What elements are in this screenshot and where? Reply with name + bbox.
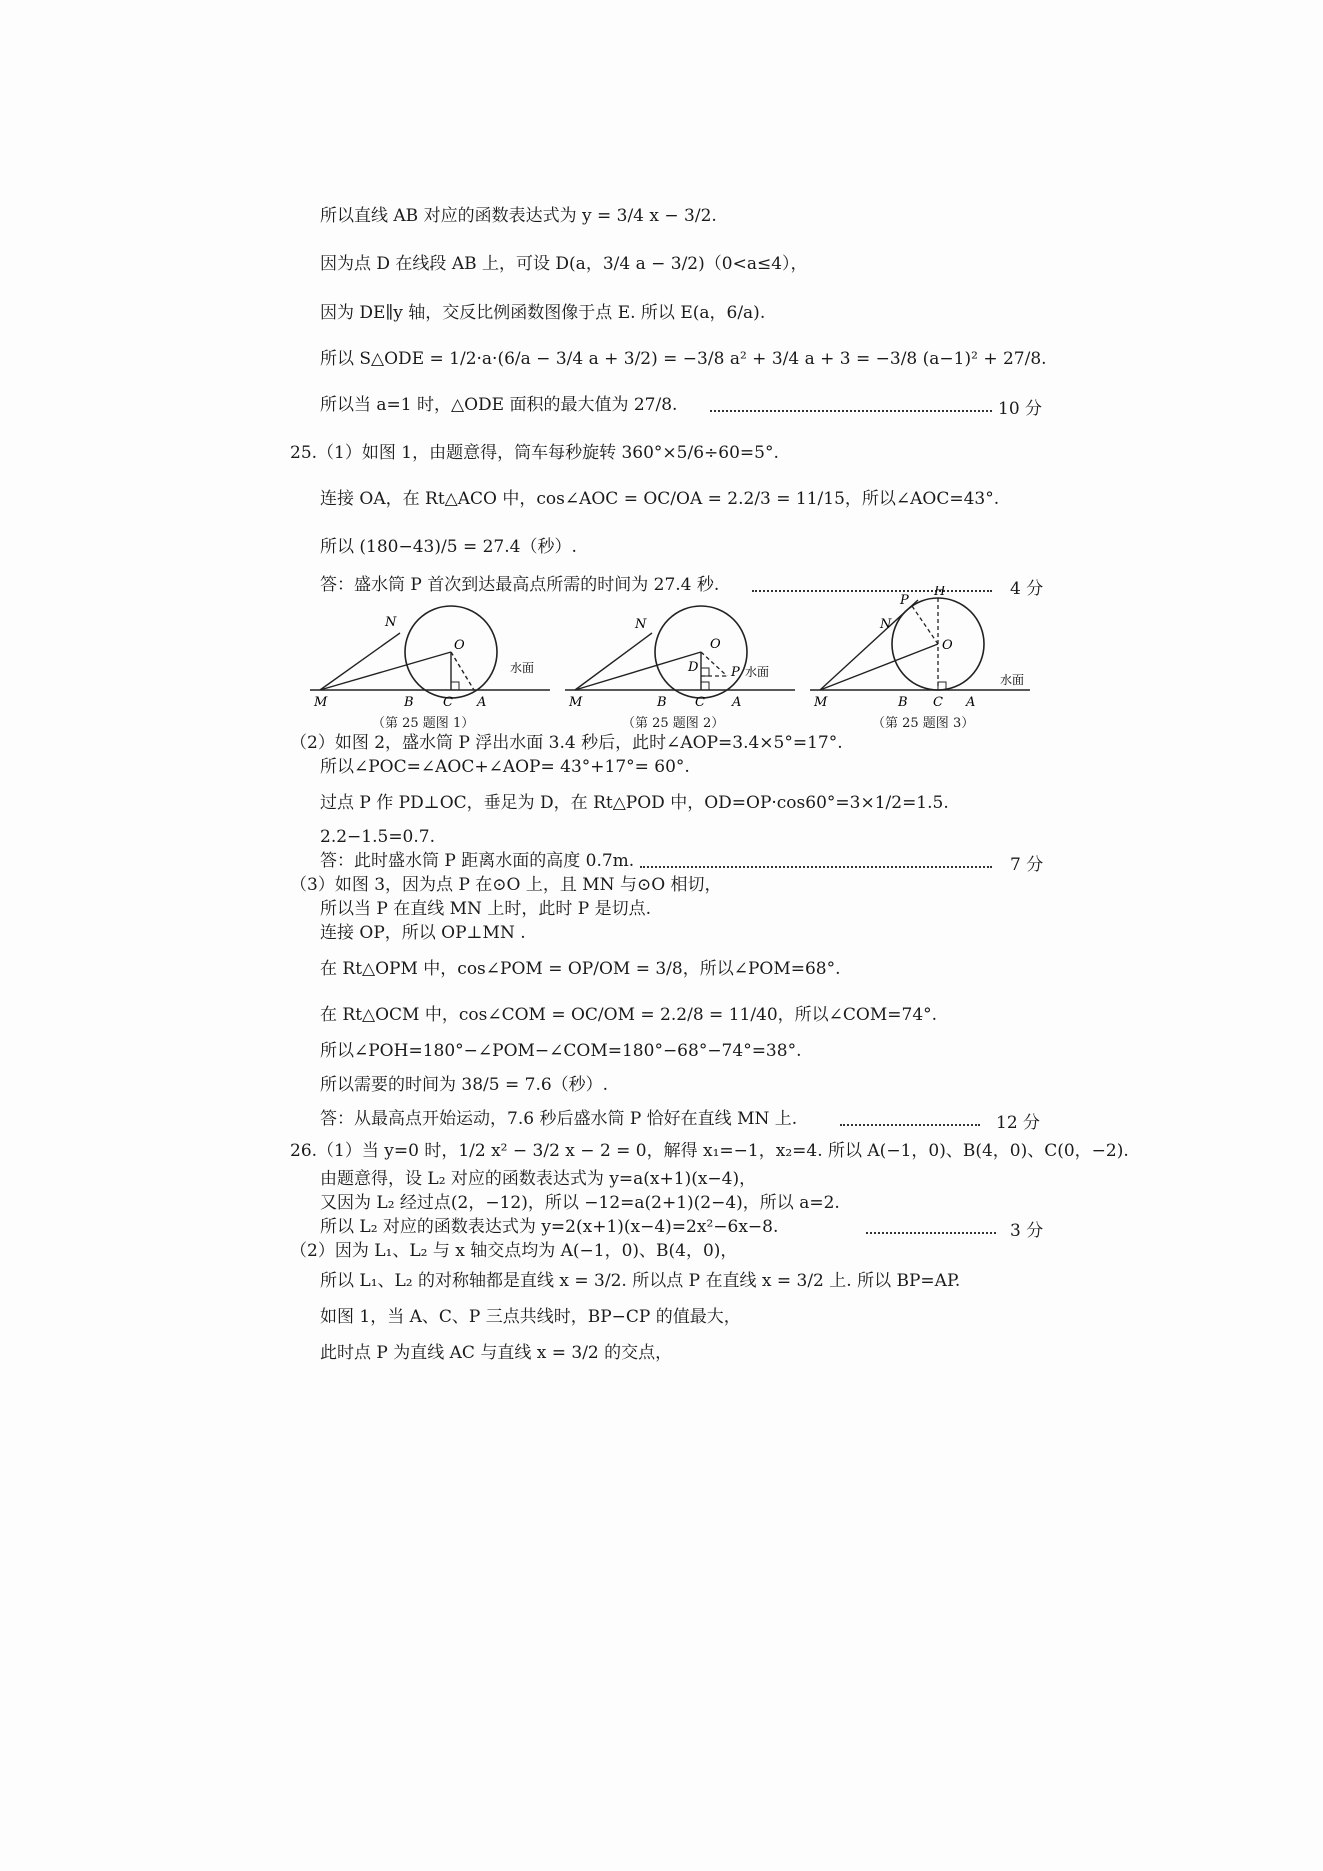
label-a: A — [966, 695, 976, 710]
label-o: O — [710, 637, 721, 652]
leader-dots — [840, 1124, 980, 1126]
label-water: 水面 — [1000, 673, 1025, 687]
figure-2 — [555, 596, 805, 716]
leader-dots — [866, 1232, 996, 1234]
text-line: 由题意得，设 L₂ 对应的函数表达式为 y=a(x+1)(x−4)， — [320, 1169, 757, 1189]
label-h: H — [934, 586, 946, 599]
text-line: 2.2−1.5=0.7. — [320, 827, 435, 847]
text-line: 所以 S△ODE = 1/2·a·(6/a − 3/4 a + 3/2) = −3/8 a² + 3/4 a + 3 = −3/8 (a−1)² + 27/8. — [320, 349, 1047, 369]
text-line: （2）如图 2，盛水筒 P 浮出水面 3.4 秒后，此时∠AOP=3.4×5°=17°. — [290, 733, 843, 753]
text-line: 在 Rt△OPM 中，cos∠POM = OP/OM = 3/8，所以∠POM=68°. — [320, 959, 841, 979]
text-line: 连接 OP，所以 OP⊥MN . — [320, 923, 526, 943]
figure-caption: （第 25 题图 3） — [872, 716, 975, 731]
score-label: 12 分 — [996, 1113, 1041, 1133]
text-line: 答：盛水筒 P 首次到达最高点所需的时间为 27.4 秒. — [320, 575, 720, 595]
score-label: 10 分 — [998, 399, 1043, 419]
label-n: N — [880, 617, 892, 632]
text-line: 所以 (180−43)/5 = 27.4（秒）. — [320, 537, 577, 557]
text-line: 此时点 P 为直线 AC 与直线 x = 3/2 的交点， — [320, 1343, 673, 1363]
figure-3 — [800, 586, 1040, 716]
text-line: （2）因为 L₁、L₂ 与 x 轴交点均为 A(−1，0)、B(4，0)， — [290, 1241, 738, 1261]
text-line: 因为点 D 在线段 AB 上，可设 D(a，3/4 a − 3/2)（0<a≤4）， — [320, 254, 808, 274]
text-line: 所以 L₂ 对应的函数表达式为 y=2(x+1)(x−4)=2x²−6x−8. — [320, 1217, 779, 1237]
text-line: 所以当 a=1 时，△ODE 面积的最大值为 27/8. — [320, 395, 678, 415]
text-line: 过点 P 作 PD⊥OC，垂足为 D，在 Rt△POD 中，OD=OP·cos60°=3×1/2=1.5. — [320, 793, 949, 813]
leader-dots — [640, 866, 992, 868]
text-line: 答：从最高点开始运动，7.6 秒后盛水筒 P 恰好在直线 MN 上. — [320, 1109, 798, 1129]
text-line: 25.（1）如图 1，由题意得，筒车每秒旋转 360°×5/6÷60=5°. — [290, 443, 779, 463]
label-n: N — [385, 615, 397, 630]
label-c: C — [443, 695, 453, 710]
text-line: 所以 L₁、L₂ 的对称轴都是直线 x = 3/2. 所以点 P 在直线 x = 3/2 上. 所以 BP=AP. — [320, 1271, 961, 1291]
score-label: 4 分 — [1010, 579, 1044, 599]
label-c: C — [695, 695, 705, 710]
label-b: B — [898, 695, 908, 710]
text-line: 如图 1，当 A、C、P 三点共线时，BP−CP 的值最大， — [320, 1307, 741, 1327]
score-label: 3 分 — [1010, 1221, 1044, 1241]
text-line: 所以∠POH=180°−∠POM−∠COM=180°−68°−74°=38°. — [320, 1041, 802, 1061]
label-c: C — [933, 695, 943, 710]
label-a: A — [477, 695, 487, 710]
leader-dots — [710, 410, 992, 412]
label-b: B — [404, 695, 414, 710]
label-water: 水面 — [510, 661, 535, 675]
label-d: D — [688, 660, 699, 675]
text-line: 所以∠POC=∠AOC+∠AOP= 43°+17°= 60°. — [320, 757, 690, 777]
text-line: 在 Rt△OCM 中，cos∠COM = OC/OM = 2.2/8 = 11/40，所以∠COM=74°. — [320, 1005, 938, 1025]
text-line: 26.（1）当 y=0 时，1/2 x² − 3/2 x − 2 = 0，解得 x₁=−1，x₂=4. 所以 A(−1，0)、B(4，0)、C(0，−2). — [290, 1141, 1129, 1161]
text-line: 所以需要的时间为 38/5 = 7.6（秒）. — [320, 1075, 609, 1095]
figure-caption: （第 25 题图 1） — [372, 716, 475, 731]
text-line: 所以直线 AB 对应的函数表达式为 y = 3/4 x − 3/2. — [320, 206, 717, 226]
text-line: 又因为 L₂ 经过点(2，−12)，所以 −12=a(2+1)(2−4)，所以 a=2. — [320, 1193, 840, 1213]
label-m: M — [569, 695, 583, 710]
label-o: O — [454, 638, 465, 653]
label-water: 水面 — [745, 665, 770, 679]
label-a: A — [732, 695, 742, 710]
label-o: O — [942, 638, 953, 653]
text-line: 所以当 P 在直线 MN 上时，此时 P 是切点. — [320, 899, 651, 919]
text-line: （3）如图 3，因为点 P 在⊙O 上，且 MN 与⊙O 相切， — [290, 875, 722, 895]
label-p: P — [900, 593, 909, 608]
label-b: B — [657, 695, 667, 710]
label-p: P — [731, 665, 740, 680]
score-label: 7 分 — [1010, 855, 1044, 875]
label-n: N — [635, 617, 647, 632]
label-m: M — [314, 695, 328, 710]
label-m: M — [814, 695, 828, 710]
text-line: 答：此时盛水筒 P 距离水面的高度 0.7m. — [320, 851, 635, 871]
figure-caption: （第 25 题图 2） — [622, 716, 725, 731]
text-line: 因为 DE∥y 轴，交反比例函数图像于点 E. 所以 E(a，6/a). — [320, 303, 766, 323]
figure-1 — [300, 596, 560, 716]
text-line: 连接 OA，在 Rt△ACO 中，cos∠AOC = OC/OA = 2.2/3 = 11/15，所以∠AOC=43°. — [320, 489, 1000, 509]
